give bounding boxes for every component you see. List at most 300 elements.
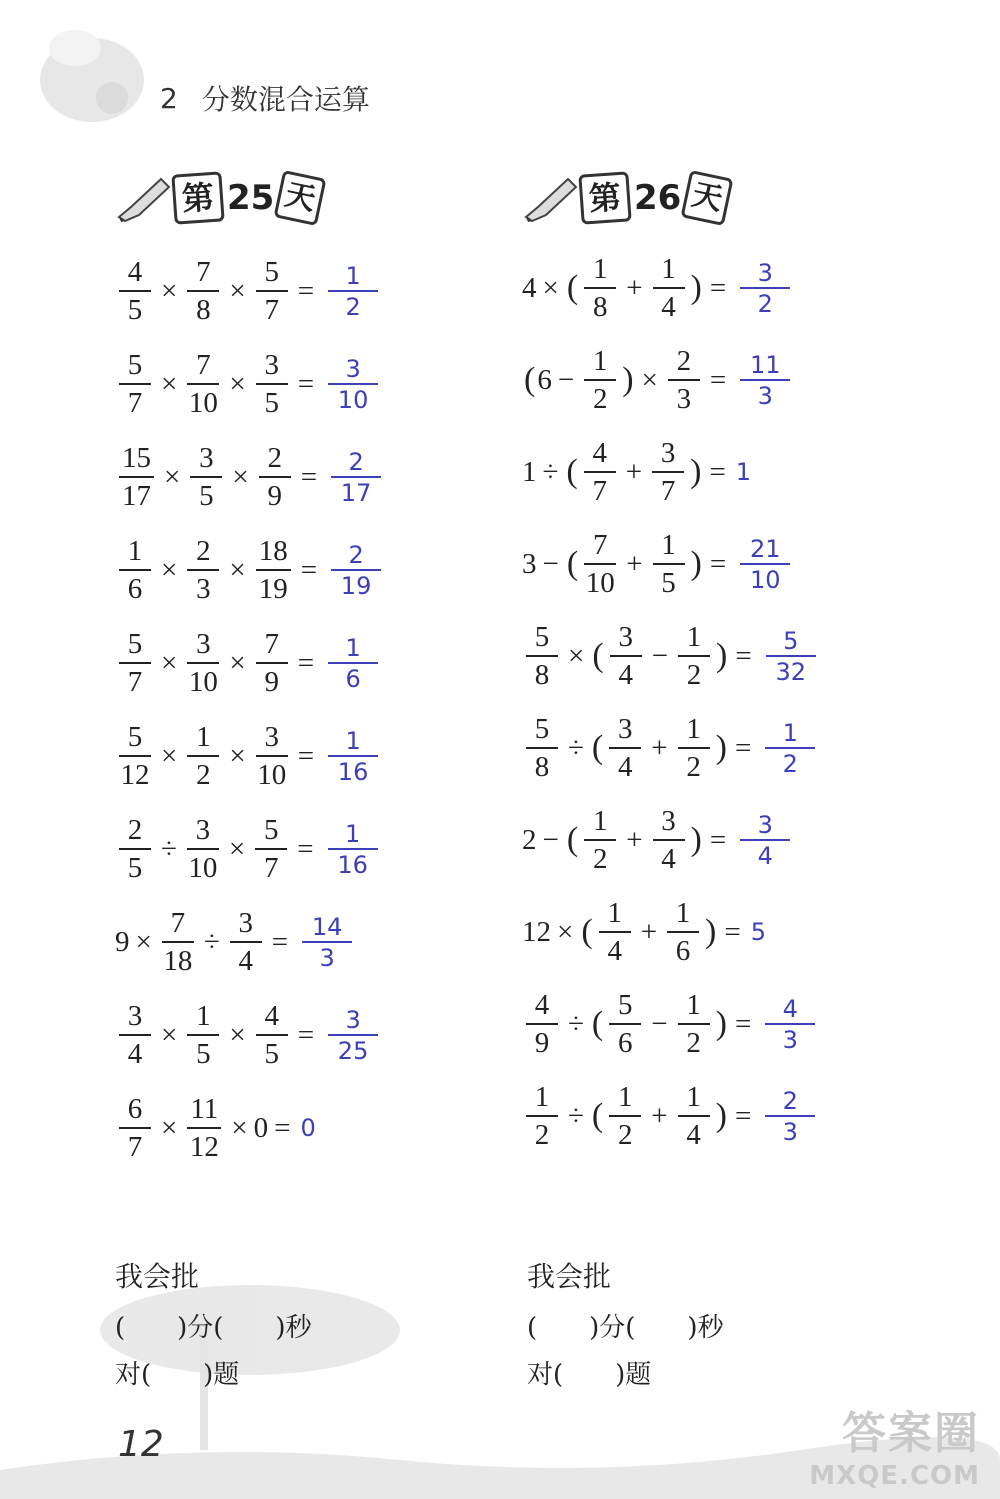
- operator: ×: [161, 274, 178, 307]
- denominator: 5: [264, 1037, 279, 1070]
- denominator: 9: [534, 1026, 550, 1059]
- fraction: [119, 534, 151, 605]
- equals-sign: =: [734, 1099, 752, 1132]
- denominator: 19: [258, 572, 288, 605]
- denominator: 8: [592, 290, 608, 323]
- answer-value: 0: [300, 1114, 316, 1142]
- math-problem: [115, 713, 382, 799]
- denominator: 10: [188, 665, 218, 698]
- numerator: 3: [328, 1008, 378, 1036]
- numerator: 21: [740, 537, 790, 565]
- numerator: 11: [187, 1095, 221, 1129]
- numerator: 1: [187, 723, 219, 757]
- numerator: 1: [584, 807, 616, 841]
- grading-box-26: [527, 1255, 724, 1401]
- denominator: 2: [618, 1118, 633, 1151]
- section-prefix: 第: [578, 171, 631, 224]
- operator: ×: [229, 274, 246, 307]
- answer: [762, 626, 820, 686]
- fraction: [667, 896, 699, 967]
- numerator: 1: [678, 715, 710, 749]
- numerator: 3: [187, 630, 219, 664]
- fraction: [119, 627, 151, 698]
- numerator: 2: [119, 816, 151, 850]
- parenthesis: ): [715, 729, 727, 766]
- numerator: 3: [652, 439, 684, 473]
- equals-sign: =: [709, 271, 727, 304]
- numerator: 2: [259, 444, 291, 478]
- fraction: [230, 906, 262, 977]
- denominator: 2: [686, 750, 701, 783]
- grading-time: ( )分( )秒: [115, 1313, 312, 1343]
- fraction: [187, 999, 219, 1070]
- answer: [736, 534, 794, 594]
- parenthesis: ): [690, 545, 702, 582]
- parenthesis: ): [715, 1005, 727, 1042]
- fraction: [256, 720, 288, 791]
- operator: ×: [568, 639, 585, 672]
- operator: ×: [229, 367, 246, 400]
- section-number: 25: [227, 178, 275, 218]
- fraction: [526, 1080, 558, 1151]
- section-prefix: 第: [171, 171, 224, 224]
- fraction: [526, 620, 558, 691]
- denominator: 4: [686, 1118, 701, 1151]
- fraction: [328, 261, 378, 321]
- fraction: [765, 1086, 815, 1146]
- math-problem: [115, 527, 385, 613]
- fraction: [610, 620, 642, 691]
- denominator: 7: [127, 386, 143, 419]
- denominator: 5: [127, 851, 143, 884]
- numerator: 7: [162, 909, 194, 943]
- operator: ×: [161, 646, 178, 679]
- fraction: [653, 252, 685, 323]
- parenthesis: (: [566, 545, 579, 582]
- numerator: 14: [302, 915, 352, 943]
- denominator: 2: [592, 382, 608, 415]
- grading-correct: 对( )题: [527, 1360, 652, 1390]
- numerator: 3: [256, 723, 288, 757]
- fraction: [187, 720, 219, 791]
- denominator: 9: [267, 479, 282, 512]
- answer: [324, 726, 382, 786]
- fraction: [190, 441, 222, 512]
- numerator: 3: [740, 813, 790, 841]
- parenthesis: (: [566, 269, 579, 306]
- math-problem: [522, 705, 819, 791]
- parenthesis: (: [591, 1097, 604, 1134]
- denominator: 4: [127, 1037, 143, 1070]
- equals-sign: =: [709, 547, 727, 580]
- denominator: 19: [340, 571, 372, 600]
- equals-sign: =: [735, 639, 752, 672]
- math-problem: [522, 797, 794, 883]
- numerator: 1: [609, 1083, 641, 1117]
- fraction: [162, 906, 194, 977]
- watermark: [809, 1397, 980, 1491]
- grading-box-25: [115, 1255, 312, 1401]
- fraction: [119, 1092, 151, 1163]
- fraction: [331, 540, 381, 600]
- fraction: [653, 804, 685, 875]
- parenthesis: ): [690, 821, 702, 858]
- equals-sign: =: [734, 1007, 752, 1040]
- numerator: 1: [599, 899, 631, 933]
- fraction: [740, 258, 790, 318]
- denominator: 2: [592, 842, 608, 875]
- operator: ÷: [203, 925, 220, 958]
- denominator: 5: [196, 1037, 211, 1070]
- numerator: 1: [584, 255, 616, 289]
- section-suffix: 天: [681, 170, 734, 226]
- numerator: 7: [584, 531, 616, 565]
- numerator: 7: [187, 351, 219, 385]
- denominator: 2: [686, 658, 702, 691]
- numerator: 2: [187, 537, 219, 571]
- fraction: [187, 534, 219, 605]
- denominator: 3: [757, 381, 773, 410]
- denominator: 2: [534, 1118, 550, 1151]
- equals-sign: =: [300, 460, 318, 493]
- denominator: 17: [122, 479, 151, 512]
- operator: ÷: [161, 832, 177, 865]
- number: 9: [115, 925, 130, 958]
- operator: ×: [161, 1111, 178, 1144]
- math-problem: [115, 899, 356, 985]
- equals-sign: =: [297, 646, 315, 679]
- denominator: 4: [607, 934, 622, 967]
- parenthesis: ): [690, 453, 702, 490]
- denominator: 8: [534, 658, 550, 691]
- equals-sign: =: [724, 915, 741, 948]
- denominator: 9: [264, 665, 279, 698]
- numerator: 1: [765, 721, 815, 749]
- parenthesis: (: [581, 913, 593, 950]
- denominator: 16: [337, 757, 369, 786]
- grading-time: ( )分( )秒: [527, 1313, 724, 1343]
- operator: ×: [229, 1018, 246, 1051]
- numerator: 15: [119, 444, 154, 478]
- fraction: [653, 528, 685, 599]
- denominator: 3: [196, 572, 211, 605]
- fraction: [256, 999, 288, 1070]
- answer: [324, 261, 382, 321]
- numerator: 3: [230, 909, 262, 943]
- denominator: 5: [127, 293, 143, 326]
- math-problem: [115, 341, 382, 427]
- operator: ×: [161, 553, 178, 586]
- operator: ×: [228, 832, 246, 865]
- denominator: 10: [188, 386, 218, 419]
- numerator: 5: [766, 629, 816, 657]
- parenthesis: (: [591, 729, 604, 766]
- denominator: 7: [592, 474, 607, 507]
- fraction: [119, 255, 151, 326]
- fraction: [599, 896, 631, 967]
- operator: +: [626, 823, 643, 856]
- fraction: [256, 627, 288, 698]
- watermark-logo: 答案圈: [842, 1408, 980, 1459]
- numerator: 5: [119, 630, 151, 664]
- page-number: 12: [118, 1424, 164, 1465]
- operator: −: [542, 547, 559, 580]
- fraction: [328, 726, 378, 786]
- parenthesis: ): [690, 269, 702, 306]
- fraction: [584, 528, 616, 599]
- denominator: 2: [782, 749, 798, 778]
- number: 2: [522, 823, 537, 856]
- answer-value: 1: [735, 458, 752, 486]
- denominator: 3: [319, 943, 335, 972]
- parenthesis: (: [566, 453, 578, 490]
- numerator: 2: [331, 450, 381, 478]
- answer: [736, 810, 794, 870]
- operator: ×: [232, 460, 249, 493]
- answer: [324, 633, 382, 693]
- chapter-number: 2: [160, 81, 178, 115]
- denominator: 18: [163, 944, 193, 977]
- answer: [327, 540, 385, 600]
- answer-value: 5: [750, 918, 767, 946]
- math-problem: [522, 245, 794, 331]
- operator: −: [651, 639, 669, 672]
- numerator: 11: [740, 353, 790, 381]
- fraction: [609, 1080, 641, 1151]
- numerator: 5: [119, 723, 151, 757]
- math-problem: [115, 1085, 316, 1171]
- math-problem: [522, 613, 820, 699]
- equals-sign: =: [271, 925, 289, 958]
- numerator: 3: [610, 623, 642, 657]
- fraction: [119, 348, 151, 419]
- fraction: [609, 712, 641, 783]
- denominator: 5: [661, 566, 676, 599]
- operator: ×: [161, 1018, 178, 1051]
- answer: [327, 447, 385, 507]
- equals-sign: =: [734, 731, 752, 764]
- equals-sign: =: [297, 274, 315, 307]
- answer: [298, 912, 356, 972]
- denominator: 12: [120, 758, 150, 791]
- numerator: 3: [609, 715, 641, 749]
- numerator: 6: [119, 1095, 151, 1129]
- fraction: [765, 994, 815, 1054]
- denominator: 6: [618, 1026, 633, 1059]
- denominator: 5: [199, 479, 214, 512]
- math-problem: [115, 620, 382, 706]
- parenthesis: (: [591, 1005, 604, 1042]
- operator: −: [557, 363, 575, 396]
- numerator: 5: [609, 991, 641, 1025]
- parenthesis: (: [566, 821, 579, 858]
- denominator: 6: [345, 664, 361, 693]
- math-problem: [522, 981, 819, 1067]
- denominator: 4: [757, 841, 773, 870]
- operator: +: [651, 731, 668, 764]
- math-problem: [115, 806, 382, 892]
- answer: [736, 258, 794, 318]
- fraction: [740, 534, 790, 594]
- operator: ×: [164, 460, 181, 493]
- fraction: [678, 620, 710, 691]
- fraction: [119, 720, 151, 791]
- fraction: [328, 819, 378, 879]
- denominator: 7: [660, 474, 676, 507]
- denominator: 7: [127, 1130, 143, 1163]
- answer: [324, 354, 382, 414]
- denominator: 6: [675, 934, 691, 967]
- numerator: 2: [668, 347, 700, 381]
- operator: ×: [161, 367, 178, 400]
- operator: +: [626, 547, 643, 580]
- denominator: 2: [345, 292, 361, 321]
- denominator: 10: [257, 758, 287, 791]
- fraction: [119, 441, 154, 512]
- denominator: 8: [534, 750, 550, 783]
- math-problem: [522, 1073, 819, 1159]
- fraction: [328, 354, 378, 414]
- denominator: 2: [757, 289, 773, 318]
- number: 1: [522, 455, 537, 488]
- numerator: 5: [526, 623, 558, 657]
- fraction: [766, 626, 816, 686]
- math-problem: [115, 992, 382, 1078]
- equals-sign: =: [297, 739, 315, 772]
- fraction: [187, 255, 219, 326]
- operator: ÷: [568, 731, 584, 764]
- denominator: 5: [264, 386, 279, 419]
- numerator: 1: [653, 531, 685, 565]
- answer: [761, 1086, 819, 1146]
- numerator: 3: [190, 444, 222, 478]
- parenthesis: ): [622, 361, 634, 398]
- fraction: [740, 350, 790, 410]
- numerator: 18: [256, 537, 291, 571]
- equals-sign: =: [297, 1018, 315, 1051]
- equals-sign: =: [274, 1111, 291, 1144]
- fraction: [526, 988, 558, 1059]
- parenthesis: (: [592, 637, 604, 674]
- operator: ×: [161, 739, 178, 772]
- denominator: 12: [189, 1130, 219, 1163]
- operator: −: [651, 1007, 668, 1040]
- fraction: [187, 627, 219, 698]
- operator: +: [625, 455, 643, 488]
- numerator: 1: [667, 899, 699, 933]
- denominator: 10: [585, 566, 615, 599]
- operator: ×: [229, 739, 246, 772]
- number: 3: [522, 547, 537, 580]
- parenthesis: ): [716, 637, 728, 674]
- watermark-url: MXQE.COM: [809, 1461, 980, 1491]
- numerator: 4: [119, 258, 151, 292]
- numerator: 1: [187, 1002, 219, 1036]
- fraction: [584, 436, 616, 507]
- numerator: 3: [740, 261, 790, 289]
- operator: ÷: [542, 455, 559, 488]
- numerator: 1: [119, 537, 151, 571]
- equals-sign: =: [300, 553, 318, 586]
- fraction: [584, 252, 616, 323]
- numerator: 3: [187, 816, 219, 850]
- numerator: 4: [584, 439, 616, 473]
- numerator: 7: [256, 630, 288, 664]
- operator: ×: [542, 271, 559, 304]
- answer: [736, 350, 794, 410]
- parenthesis: ): [715, 1097, 727, 1134]
- numerator: 4: [526, 991, 558, 1025]
- denominator: 6: [127, 572, 143, 605]
- fraction: [678, 1080, 710, 1151]
- math-problem: [522, 889, 766, 975]
- numerator: 3: [256, 351, 288, 385]
- pencil-icon: [522, 173, 578, 223]
- numerator: 5: [255, 816, 287, 850]
- denominator: 7: [127, 665, 143, 698]
- fraction: [256, 534, 291, 605]
- denominator: 10: [188, 851, 218, 884]
- numerator: 4: [765, 997, 815, 1025]
- operator: ×: [231, 1111, 248, 1144]
- fraction: [302, 912, 352, 972]
- fraction: [678, 712, 710, 783]
- section-suffix: 天: [274, 170, 327, 226]
- denominator: 4: [618, 750, 633, 783]
- number: 12: [522, 915, 551, 948]
- fraction: [187, 813, 219, 884]
- answer: [301, 1114, 316, 1142]
- numerator: 1: [328, 264, 378, 292]
- fraction: [328, 633, 378, 693]
- numerator: 1: [653, 255, 685, 289]
- equals-sign: =: [709, 455, 726, 488]
- denominator: 10: [749, 565, 781, 594]
- grading-title: 我会批: [527, 1260, 612, 1293]
- math-problem: [522, 521, 794, 607]
- math-problem: [115, 248, 382, 334]
- equals-sign: =: [297, 832, 314, 865]
- fraction: [584, 804, 616, 875]
- math-problem: [522, 337, 794, 423]
- denominator: 17: [340, 478, 372, 507]
- numerator: 3: [119, 1002, 151, 1036]
- operator: +: [626, 271, 643, 304]
- grading-correct: 对( )题: [115, 1360, 240, 1390]
- denominator: 10: [337, 385, 369, 414]
- number: 0: [253, 1111, 269, 1144]
- numerator: 5: [119, 351, 151, 385]
- denominator: 32: [775, 657, 806, 686]
- operator: −: [542, 823, 559, 856]
- equals-sign: =: [709, 823, 727, 856]
- denominator: 2: [196, 758, 211, 791]
- numerator: 5: [256, 258, 288, 292]
- pencil-icon: [115, 173, 171, 223]
- operator: +: [651, 1099, 668, 1132]
- fraction: [678, 988, 710, 1059]
- denominator: 7: [264, 293, 279, 326]
- parenthesis: (: [524, 361, 536, 398]
- numerator: 3: [653, 807, 685, 841]
- section-title-26: [522, 168, 729, 228]
- parenthesis: ): [705, 913, 717, 950]
- numerator: 1: [678, 1083, 710, 1117]
- operator: ÷: [568, 1099, 584, 1132]
- numerator: 3: [328, 357, 378, 385]
- fraction: [328, 1005, 378, 1065]
- fraction: [187, 1092, 221, 1163]
